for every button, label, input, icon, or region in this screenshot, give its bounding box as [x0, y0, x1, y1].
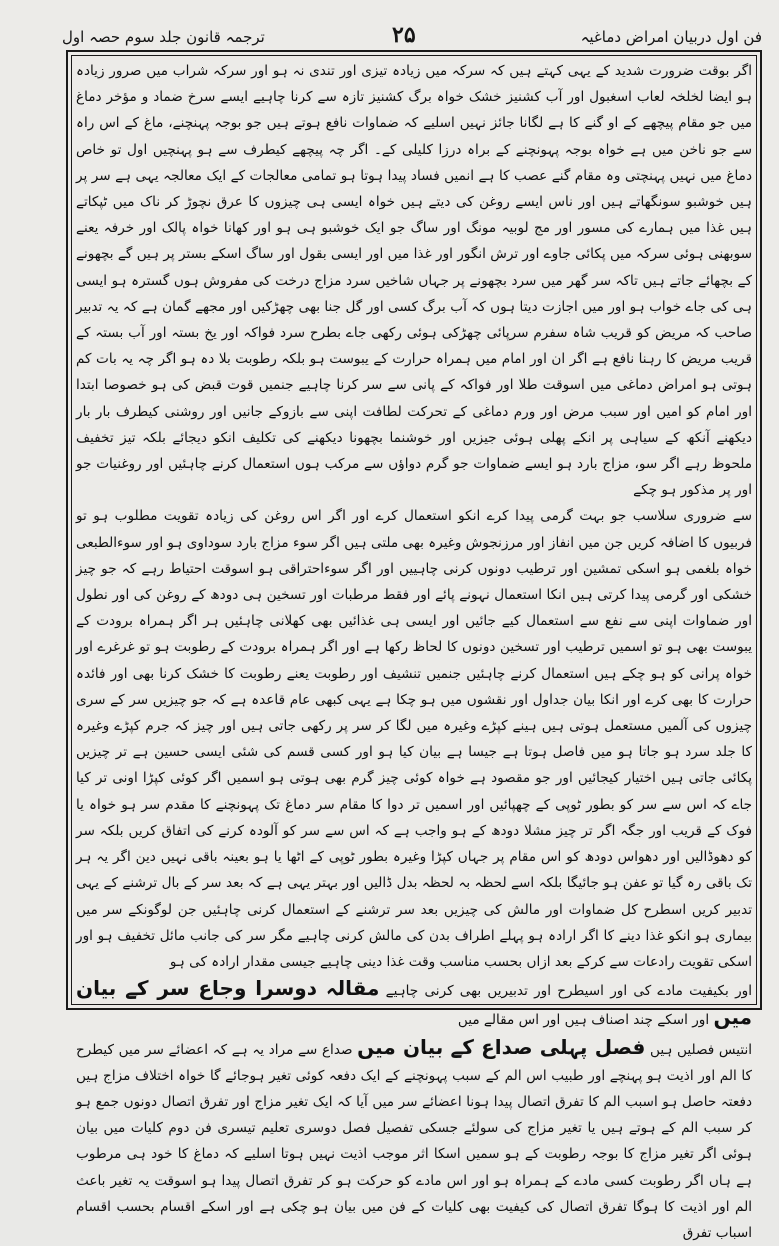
page-number: ۲۵ — [392, 22, 416, 48]
paragraph: سے ضروری سلاسب جو بہت گرمی پیدا کرے انکو استعمال کرے اور اگر اس روغن کی زیادہ تقویت مطلوب ہو تو فربیوں کا اضافہ کریں جن میں انفاز اور مرزنجوش وغیرہ بھی ملتی ہیں اگر سوء مزاج بارد سوداوی ہو اور سوءالطبعی خواہ بلغمی ہو اسکی تمشین اور ترطیب دونوں کرنی چاہییں اور اگر سوءاحتراقی ہو اسوقت احتیاط رہے کہ جو چیز خشکی اور گرمی پیدا کرتی ہیں انکا استعمال نہونے پائے اور فقط مرطبات اور تسخین ہی دودھ کے روغن کی اور نطول اور ضماوات اپنی سے نفع سے استعمال کیے جائیں اور ایسی ہی غذائیں بھی کھلانی چاہئیں ہر اگر ہمراہ برودت کے یبوست بھی ہو تو اسمیں ترطیب اور تسخین دونوں کا لحاظ رکھا ہے اور اگر ہمراہ برودت کے رطوبت ہو تو غرغرے اور خواہ پرانی کو ہو چکے ہیں استعمال کرنے چاہئیں جنمیں تنشیف اور رطوبت یعنے رطوبت کا خشک کرنا بھی اور فائدہ حرارت کا بھی کرے اور انکا بیان جداول اور نقشوں میں ہو چکا ہے یہی کبھی عام قاعدہ ہے کہ جو چیزیں سر کے سری چیزوں کی آلمیں مستعمل ہوتی ہیں ہینے کپڑے وغیرہ میں لگا کر سر پر رکھی جاتی ہیں اور چیز کہ جرم کپڑے وغیرہ کا جلد سرد ہو جاتا ہو میں فاصل ہوتا ہے جیسا ہے بیان کیا ہو اور کسی قسم کی شئی ایسی حسین ہے تر چیزیں پکائی جاتی ہیں اختیار کیجائیں اور جو مقصود ہے خواہ کوئی چیز گرم بھی ہوتی ہو اسمیں اگر کوئی کپڑا اونی تر کیا جاے کہ اس سے سر کو بطور ٹوپی کے چھپائیں اور اسمیں تر دوا کا مقام سر دماغ تک پہونچنے کا مقدم سر ہو خواہ یا فوک کے قریب اور جگہ اگر تر چیز مشلا دودھ کے ہو واجب ہے کہ اس سے سر کو آلودہ کرنے کی اتفاق کریں بلکہ سر کو دھوڈالیں اور دھواس دودھ کو اس مقام پر جہاں کپڑا وغیرہ بطور ٹوپی کے اٹھا یا ہو بعینہ باقی نہیں دین اگر یہ ہر تک باقی رہ گیا تو عفن ہو جائیگا بلکہ اسے لحظہ بہ لحظہ بدل ڈالیں اور بہتر یہی ہے کہ بعد سر کے بال ترشنے کے یہی تدبیر کریں اسطرح کل ضماوات اور مالش کی چیزیں بعد سر ترشنے کے استعمال کرنی چاہئیں جن لوگونکے سر میں بیماری ہو انکو غذا دینے کا اگر ارادہ ہو پہلے اطراف بدن کی مالش کرنی چاہیے مگر سر کی جانب مائل تخفیف ہو اور اسکی تقویت رادعات سے کرکے بعد ازاں بحسب مناسب وقت غذا دینی چاہیے جیسی مقدار ارادہ کی ہو — [76, 508, 752, 970]
paragraph: اگر بوقت ضرورت شدید کے یہی کہتے ہیں کہ سرکہ میں زیادہ تیزی اور تندی نہ ہو اور سرکہ شراب میں صرور زیادہ ہو ایضا لخلخہ لعاب اسغبول اور آب کشنیز خشک خواہ برگ کشنیز تازہ سے کرنا چاہیے ایسے سرخ ضماد و مؤخر دماغ میں جو مقام پیچھے کے او گنے کا ہے لگانا جائز نہیں اسلیے کہ ضماوات نافع ہوتے ہیں جو بوجہ پہنچنے، ماغ کے اس راہ سے جو ناخن میں ہے خواہ بوجہ پہونچنے کے براہ درزا کلیلی کے۔ اگر چہ پیچھے کیطرف سے ہو پہنچیں اول تو خاص دماغ میں نہیں پہنچتی وہ مقام گنے عصب کا ہے انمیں فساد پیدا ہوتا ہو تمامی معالجات کے ایک معالجہ یہی ہے سر پر ہیں خوشبو سونگھاتے ہیں اور ناس ایسے روغن کی دیتے ہیں خواہ ایسی ہی چیزوں کا عرق نچوڑ کر ناک میں ٹپکاتے ہیں غذا میں ہمارے کی مسور اور مج لوبیہ مونگ اور ساگ جو ایک خوشبو ہی ہو اور کھانا خواہ پالک اور خرفہ یعنے سوبھنی ہوئی سرکہ میں پکائی جاوے اور ترش انگور اور غذا میں اور ایسی بقول اور ساگ اسکے بستر پر ہیں گے بچھونے کے بچھائے جاتے ہیں تاکہ سر گھر میں سرد بچھونے پر جہاں شاخیں سرد مزاج درخت کی مفروش ہوں گسترہ ہو ایسی ہی کی جاے خواب ہو اور میں اجازت دیتا ہوں کہ آب برگ کسی اور گل جنا بھی چھڑکیں اور مجھے گمان ہے کہ یہ تدبیر صاحب کہ مریض کو قریب شاہ سفرم سرپائی چھڑکی ہوئی رکھی جاے بطرح سرد فواکہ اور یخ بستہ اور آب بستہ کے قریب مریض کا رہنا نافع ہے اگر ان اور امام میں ہمراہ حرارت کے یبوست ہو بلکہ رطوبت بلا دہ ہو اگر چہ یہ بات کم ہوتی ہو امراض دماغی میں اسوقت طلا اور فواکہ کے پانی سے سر کرنا چاہیے جنمیں قوت قبض کی ہو خصوصا ابتدا اور امام کو امیں اور سبب مرض اور ورم دماغی کے تحرکت لطافت اپنی سے بازوکے جانیں اور روشنی کیطرف بار بار دیکھنے آنکھ کے سیاہی پر انکے پھلی ہوئی جیزیں اور خوشنما بچھونا دیکھنے کی تکلیف انکو دیجائے بلکہ تیز تخفیف ملحوظ رہے اگر سو، مزاج بارد ہو ایسے ضماوات جو گرم دواؤں سے مرکب ہوں استعمال کرنے چاہئیں اور روغنیات جو اور پر مذکور ہو چکے — [76, 63, 752, 499]
paragraph-fragment: صداع سے مراد یہ ہے کہ اعضائے سر میں کیطرح کا الم اور اذیت ہو پہنچے اور طبیب اس الم کے سبب پہونچنے کے ایک دفعہ کوئی تغیر ہوجائے گا خواہ اختلاف مزاج ہیں دفعتہ حاصل ہو اسبب الم کا تفرق اتصال پیدا ہونا اعضائے سر میں آیا کہ ایک تغیر مزاج اور تفرق اتصال دونوں جمع ہو کر سبب الم کے ہوتے ہیں یا تغیر مزاج کی سولئے جسکی تفصیل فصل دوسری تعلیم تیسری فن دوم کلیات میں بیان ہوئی اگر تغیر مزاج کا بوجہ رطوبت کے ہو سمیں اسکا اثر موجب اذیت نہیں ہوتا اسلیے کہ دماغ کا خود ہی مرطوب ہے ہاں اگر رطوبت کسی مادے کے ہمراہ ہو اور اس مادے کو حرکت ہو کر تفرق اتصال پیدا ہو اسوقت یہ تغیر باعث الم اور اذیت کا ہوگا تفرق اتصال کی کیفیت بھی کلیات کے فن میں بیان ہو چکی ہے اور اسکے اقسام بحسب اقسام اسباب تفرق — [76, 1041, 752, 1241]
body-text — [76, 58, 752, 1246]
paragraph-fragment: اور بکیفیت مادے کی اور اسیطرح اور تدبیریں بھی کرنی چاہیے — [385, 983, 752, 1000]
paragraph-fragment: انتیس فصلیں ہیں — [650, 1041, 753, 1058]
paragraph — [76, 1034, 752, 1246]
text-frame — [66, 50, 762, 1241]
book-title: ترجمہ قانون جلد سوم حصہ اول — [62, 28, 265, 46]
paragraph-fragment: اور اسکے چند اصناف ہیں اور اس مقالے میں — [457, 1012, 710, 1029]
section-heading: فصل پہلی صداع کے بیان میں — [357, 1034, 646, 1059]
section-title: فن اول دربیان امراض دماغیہ — [580, 28, 762, 46]
running-header — [62, 22, 762, 52]
chapter-heading: مقالہ دوسرا وجاع سر کے بیان میں — [76, 976, 752, 1030]
paragraph — [76, 975, 752, 1033]
